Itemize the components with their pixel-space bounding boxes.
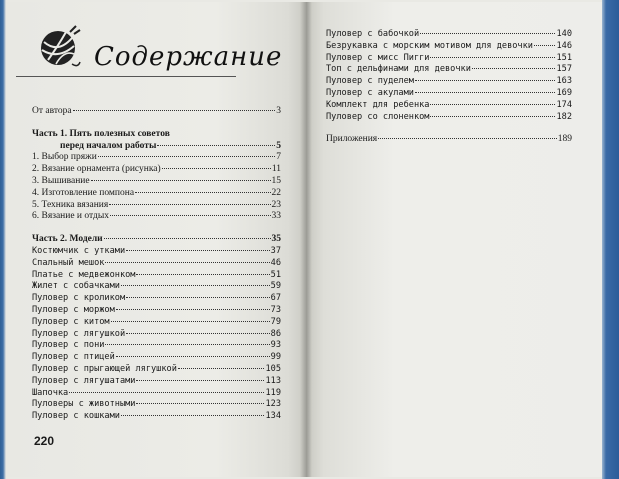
dot-leader <box>534 45 556 46</box>
dot-leader <box>91 180 271 181</box>
toc-entry <box>32 200 281 212</box>
toc-entry-title: Платье с медвежонком <box>32 269 136 280</box>
toc-entry <box>326 134 572 146</box>
dot-leader <box>157 145 275 146</box>
toc-entry <box>326 112 572 124</box>
dot-leader <box>126 333 270 334</box>
toc-entry-page: 134 <box>265 411 281 422</box>
toc-entry-page: 169 <box>556 87 572 98</box>
dot-leader <box>135 192 270 193</box>
toc-entry-page: 99 <box>270 352 281 363</box>
toc-spacer <box>326 123 572 134</box>
toc-entry-page: 59 <box>270 281 281 292</box>
toc-entry-title: Пуловер с кошками <box>32 411 120 422</box>
toc-entry-title: Пуловер с кроликом <box>32 293 126 304</box>
toc-entry <box>32 164 281 176</box>
dot-leader <box>105 344 269 345</box>
toc-entry-page: 79 <box>270 316 281 327</box>
toc-entry <box>32 399 281 411</box>
toc-entry <box>326 41 572 53</box>
dot-leader <box>415 92 556 93</box>
toc-entry-title: 3. Вышивание <box>32 175 90 186</box>
toc-entry <box>32 141 281 153</box>
dot-leader <box>430 57 555 58</box>
dot-leader <box>136 380 264 381</box>
toc-entry-title: Топ с дельфинами для девочки <box>326 64 471 75</box>
toc-entry <box>32 188 281 200</box>
toc-entry <box>32 270 281 282</box>
toc-entry-title: 4. Изготовление помпона <box>32 187 135 198</box>
dot-leader <box>430 116 555 117</box>
dot-leader <box>178 368 265 369</box>
toc-entry <box>32 211 281 223</box>
toc-entry-page: 123 <box>265 399 281 410</box>
dot-leader <box>105 262 269 263</box>
toc-entry <box>326 76 572 88</box>
toc-entry-page: 93 <box>270 340 281 351</box>
toc-entry-page: 5 <box>276 140 281 151</box>
toc-entry <box>32 281 281 293</box>
toc-entry-title: Шапочка <box>32 387 69 398</box>
toc-entry-title: Часть 2. Модели <box>32 234 103 245</box>
toc-entry-title: Пуловер с моржом <box>32 304 115 315</box>
toc-entry-title: Костюмчик с утками <box>32 245 126 256</box>
toc-entry <box>32 317 281 329</box>
toc-entry-page: 105 <box>265 363 281 374</box>
dot-leader <box>69 392 264 393</box>
toc-entry-title: Жилет с собачками <box>32 281 120 292</box>
toc-entry <box>326 53 572 65</box>
page-number: 220 <box>34 434 55 448</box>
toc-entry <box>326 64 572 76</box>
toc-entry <box>32 411 281 423</box>
page-title: Содержание <box>94 42 283 72</box>
toc-entry-page: 37 <box>270 245 281 256</box>
dot-leader <box>378 138 557 139</box>
toc-entry-title: Пуловер с птицей <box>32 352 115 363</box>
toc-entry-page: 67 <box>270 293 281 304</box>
toc-entry-page: 33 <box>271 211 281 222</box>
book-gutter <box>300 2 312 477</box>
toc-entry <box>32 106 281 118</box>
dot-leader <box>136 403 264 404</box>
toc-entry-title: Пуловер с бабочкой <box>326 29 420 39</box>
toc-spacer <box>32 118 281 129</box>
toc-entry <box>32 376 281 388</box>
dot-leader <box>472 68 556 69</box>
toc-entry-page: 46 <box>270 257 281 268</box>
right-page <box>306 2 602 477</box>
toc-entry <box>326 88 572 100</box>
dot-leader <box>126 250 270 251</box>
dot-leader <box>116 309 270 310</box>
toc-entry-title: Пуловер с прыгающей лягушкой <box>32 363 177 374</box>
dot-leader <box>116 356 270 357</box>
toc-entry-page: 22 <box>271 187 281 198</box>
toc-entry <box>32 352 281 364</box>
dot-leader <box>110 215 270 216</box>
dot-leader <box>121 415 265 416</box>
toc-entry <box>32 129 281 141</box>
toc-entry-title: Пуловер с лягушкой <box>32 328 126 339</box>
toc-entry <box>32 258 281 270</box>
toc-entry-title: перед началом работы <box>60 140 157 151</box>
dot-leader <box>136 274 269 275</box>
toc-entry-page: 189 <box>557 134 572 145</box>
toc-entry <box>32 152 281 164</box>
toc-entry-title: Часть 1. Пять полезных советов <box>32 128 170 139</box>
toc-entry-title: 1. Выбор пряжи <box>32 152 97 163</box>
toc-entry <box>32 246 281 258</box>
toc-entry-title: Приложения <box>326 134 378 145</box>
dot-leader <box>104 238 271 239</box>
dot-leader <box>98 156 275 157</box>
toc-entry <box>32 305 281 317</box>
toc-entry-page: 23 <box>271 199 281 210</box>
left-page <box>6 2 306 477</box>
toc-entry-title: 5. Техника вязания <box>32 199 109 210</box>
toc-entry <box>32 176 281 188</box>
toc-entry-title: 6. Вязание и отдых <box>32 211 110 222</box>
toc-entry <box>326 100 572 112</box>
yarn-ball-icon <box>36 24 82 70</box>
toc-left-list <box>32 106 281 423</box>
toc-entry-title: Пуловер с пуделем <box>326 76 414 87</box>
toc-right-list <box>326 29 572 146</box>
toc-entry-title: Пуловер с пони <box>32 340 105 351</box>
toc-entry-page: 15 <box>271 175 281 186</box>
toc-entry-page: 11 <box>271 164 281 175</box>
toc-entry-page: 140 <box>556 29 572 39</box>
dot-leader <box>126 297 270 298</box>
dot-leader <box>111 321 270 322</box>
toc-entry-page: 163 <box>556 76 572 87</box>
toc-entry-title: Пуловер со слоненком <box>326 111 430 122</box>
toc-spacer <box>32 223 281 234</box>
toc-entry-page: 157 <box>556 64 572 75</box>
toc-entry-title: Пуловер с лягушатами <box>32 375 136 386</box>
toc-entry-page: 146 <box>556 40 572 51</box>
toc-entry-page: 35 <box>271 234 281 245</box>
dot-leader <box>420 33 555 34</box>
dot-leader <box>121 285 270 286</box>
toc-entry-page: 182 <box>556 111 572 122</box>
toc-entry-title: Пуловер с китом <box>32 316 110 327</box>
title-underline <box>16 76 236 77</box>
toc-entry-title: Пуловер с мисс Пигги <box>326 52 430 63</box>
toc-entry-title: Пуловеры с животными <box>32 399 136 410</box>
toc-entry-title: Пуловер с акулами <box>326 87 414 98</box>
toc-entry-page: 151 <box>556 52 572 63</box>
toc-entry-title: 2. Вязание орнамента (рисунка) <box>32 164 161 175</box>
dot-leader <box>73 110 276 111</box>
toc-entry <box>32 329 281 341</box>
toc-entry <box>32 293 281 305</box>
cover-edge <box>602 0 619 479</box>
toc-entry-page: 119 <box>265 387 281 398</box>
toc-entry <box>32 388 281 400</box>
toc-entry <box>32 340 281 352</box>
toc-entry-page: 3 <box>276 106 281 116</box>
toc-entry <box>32 364 281 376</box>
toc-entry-page: 174 <box>556 99 572 110</box>
dot-leader <box>109 204 270 205</box>
dot-leader <box>430 104 555 105</box>
toc-entry-title: От автора <box>32 106 72 116</box>
toc-entry-page: 73 <box>270 304 281 315</box>
toc-entry-page: 7 <box>276 152 281 163</box>
toc-entry-page: 86 <box>270 328 281 339</box>
toc-entry <box>32 234 281 246</box>
toc-entry-title: Безрукавка с морским мотивом для девочки <box>326 40 533 51</box>
dot-leader <box>415 80 556 81</box>
toc-entry-title: Комплект для ребенка <box>326 99 430 110</box>
dot-leader <box>162 168 271 169</box>
toc-entry <box>326 29 572 41</box>
toc-entry-page: 51 <box>270 269 281 280</box>
toc-entry-title: Спальный мешок <box>32 257 105 268</box>
toc-entry-page: 113 <box>265 375 281 386</box>
